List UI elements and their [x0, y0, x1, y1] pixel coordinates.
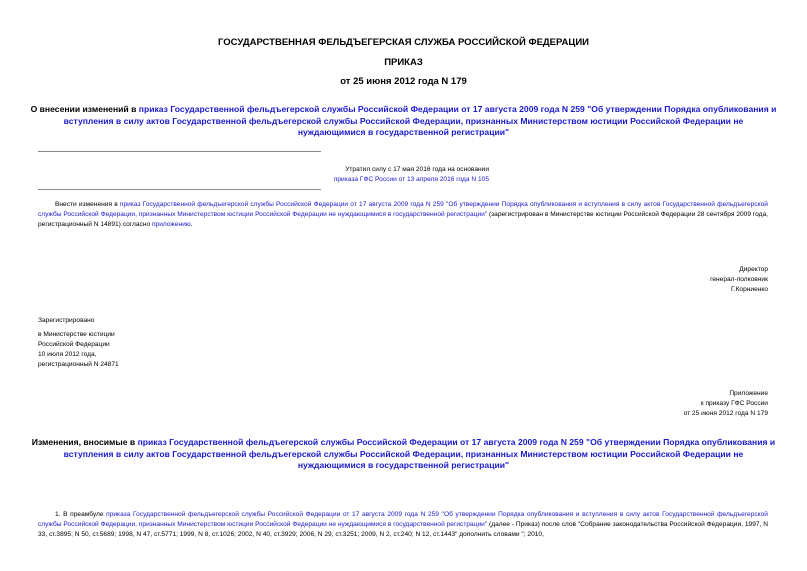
item-1-paragraph: [38, 510, 768, 540]
registration-line-4: 10 июля 2012 года,: [38, 351, 97, 358]
p1-start: Внести изменения в: [55, 201, 120, 208]
registration-line-2: в Министерстве юстиции: [38, 331, 115, 338]
signature-position: Директор: [739, 266, 768, 273]
appendix-line-3: от 25 июня 2012 года N 179: [683, 410, 768, 417]
registration-block: [38, 316, 238, 370]
status-link-line: [300, 175, 489, 185]
main-paragraph: [38, 200, 768, 230]
p1-mid: (зарегистрирован в Министерстве юстиции Российской Федерации 28 сентября 2009 года, регистрационный N 14891) согласно: [38, 211, 768, 228]
divider-top: [38, 151, 321, 152]
registration-line-1: Зарегистрировано: [38, 317, 95, 324]
item-1-start: 1. В преамбуле: [55, 511, 107, 518]
agency-name: ГОСУДАРСТВЕННАЯ ФЕЛЬДЪЕГЕРСКАЯ СЛУЖБА РОССИЙСКОЙ ФЕДЕРАЦИИ: [218, 37, 589, 48]
appendix-title-prefix: Изменения, вносимые в: [31, 437, 138, 447]
document-date-number: от 25 июня 2012 года N 179: [340, 76, 467, 87]
item-1-rest: (далее - Приказ) после слов "Собрание законодательства Российской Федерации, 1997, N 33, ст.3895; N 50, ст.5689; 1998, N 47, ст.5771; 1999, N 8, ст.1026; 2002, N 40, ст.3929; 2006, N 29, ст.3251; 2009, N 2, ст.240; N 12, ст.1443" дополнить словами "; 2010,: [38, 521, 768, 538]
item-1-order-link[interactable]: приказа Государственной фельдъегерской службы Российской Федерации от 17 августа 2009 года N 259 "Об утверждении Порядка опубликования и вступления в силу актов Государственной фельдъегерской службы Российской Федерации, признанных Министерством юстиции Российской Федерации не нуждающимися в государственной регистрации": [38, 511, 768, 528]
appendix-title: [30, 437, 777, 472]
repeal-order-link[interactable]: приказа ГФС России от 13 апреля 2016 года N 105: [333, 176, 489, 183]
signature-block: [600, 265, 768, 295]
signature-rank: генерал-полковник: [710, 276, 768, 283]
appendix-title-link[interactable]: приказ Государственной фельдъегерской службы Российской Федерации от 17 августа 2009 года N 259 "Об утверждении Порядка опубликования и вступления в силу актов Государственной фельдъегерской службы Российской Федерации, признанных Министерством юстиции Российской Федерации не нуждающимися в государственной регистрации": [63, 437, 776, 470]
appendix-line-2: к приказу ГФС России: [700, 400, 768, 407]
document-type: ПРИКАЗ: [384, 57, 423, 68]
registration-line-5: регистрационный N 24871: [38, 361, 119, 368]
status-text: Утратил силу с 17 мая 2016 года на основании: [345, 166, 489, 173]
p1-order-link[interactable]: приказ Государственной фельдъегерской службы Российской Федерации от 17 августа 2009 года N 259 "Об утверждении Порядка опубликования и вступления в силу актов Государственной фельдъегерской службы Российской Федерации, признанных Министерством юстиции Российской Федерации не нуждающимися в государственной регистрации": [38, 201, 768, 218]
appendix-line-1: Приложение: [729, 390, 768, 397]
document-title: [30, 104, 777, 139]
title-link[interactable]: приказ Государственной фельдъегерской службы Российской Федерации от 17 августа 2009 года N 259 "Об утверждении Порядка опубликования и вступления в силу актов Государственной фельдъегерской службы Российской Федерации, признанных Министерством юстиции Российской Федерации не нуждающимися в государственной регистрации": [63, 104, 777, 137]
divider-bottom: [38, 189, 321, 190]
appendix-link[interactable]: приложению: [151, 221, 191, 228]
p1-end: .: [190, 221, 193, 228]
title-prefix: О внесении изменений в: [30, 104, 139, 114]
appendix-block: [600, 389, 768, 419]
signature-name: Г.Корниенко: [730, 286, 768, 293]
registration-line-3: Российской Федерации: [38, 341, 110, 348]
